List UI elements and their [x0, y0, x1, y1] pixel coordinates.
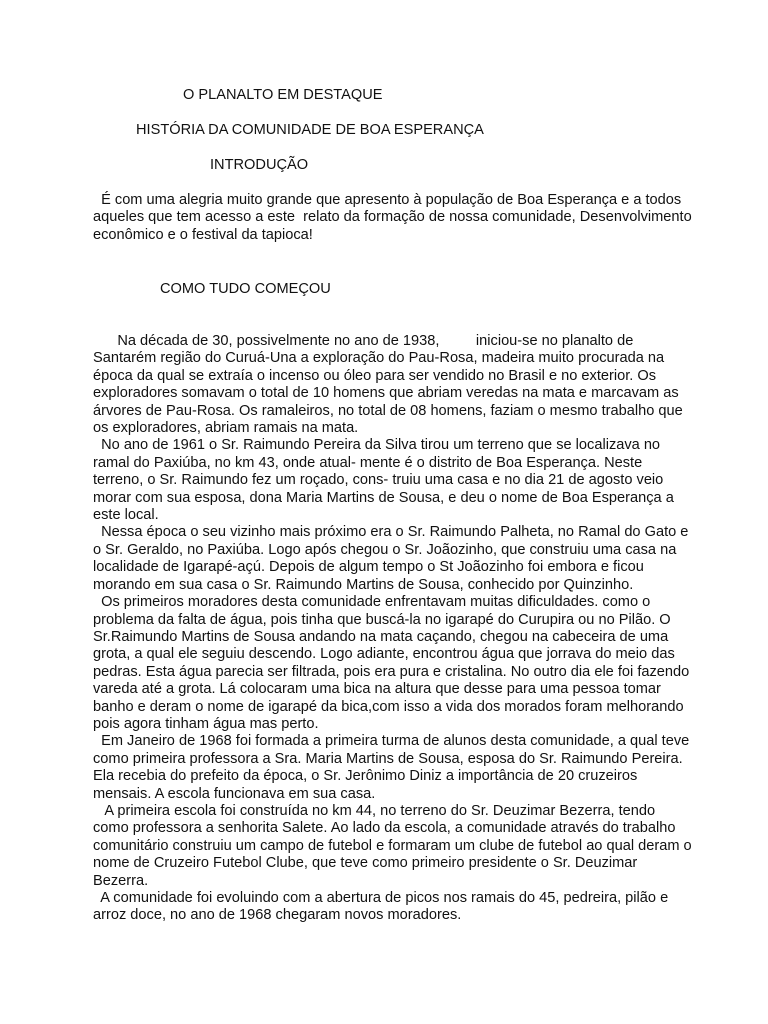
- body-line: morar com sua esposa, dona Maria Martins de Sousa, e deu o nome de Boa Esperança a: [93, 489, 674, 506]
- body-line: Sr.Raimundo Martins de Sousa andando na mata caçando, chegou na cabeceira de uma: [93, 628, 669, 645]
- body-line: grota, a qual ele seguiu descendo. Logo adiante, encontrou água que jorrava do meio das: [93, 646, 675, 663]
- body-line: A primeira escola foi construída no km 44, no terreno do Sr. Deuzimar Bezerra, tendo: [93, 802, 656, 819]
- body-line: exploradores somavam o total de 10 homens que abriam veredas na mata e marcavam as: [93, 385, 679, 402]
- section-heading-introduction: INTRODUÇÃO: [210, 157, 309, 173]
- introduction-paragraph: [93, 192, 693, 244]
- body-line: arroz doce, no ano de 1968 chegaram novos moradores.: [93, 907, 462, 924]
- body-line: comunitário construiu um campo de futebol e formaram um clube de futebol ao qual deram o: [93, 837, 692, 854]
- intro-line: econômico e o festival da tapioca!: [93, 226, 313, 243]
- body-line: banho e deram o nome de igarapé da bica,com isso a vida dos morados foram melhorando: [93, 698, 684, 715]
- body-line: Em Janeiro de 1968 foi formada a primeira turma de alunos desta comunidade, a qual teve: [93, 733, 690, 750]
- body-line: localidade de Igarapé-açú. Depois de algum tempo o St Joãozinho foi embora e ficou: [93, 559, 644, 576]
- body-line: A comunidade foi evoluindo com a abertura de picos nos ramais do 45, pedreira, pilão e: [93, 890, 669, 906]
- body-line: Nessa época o seu vizinho mais próximo era o Sr. Raimundo Palheta, no Ramal do Gato e: [93, 524, 689, 541]
- body-line: árvores de Pau-Rosa. Os ramaleiros, no total de 08 homens, faziam o mesmo trabalho que: [93, 402, 683, 419]
- body-line: problema da falta de água, pois tinha que buscá-la no igarapé do Curupira ou no Pilão. O: [93, 611, 671, 628]
- body-line: pedras. Esta água parecia ser filtrada, pois era pura e cristalina. No outro dia ele foi fazendo: [93, 663, 690, 680]
- body-line: vareda até a grota. Lá colocaram uma bica na altura que desse para uma pessoa tomar: [93, 681, 661, 698]
- section-heading-how-it-started: COMO TUDO COMEÇOU: [160, 281, 331, 297]
- body-line: Bezerra.: [93, 872, 149, 889]
- body-line: pois agora tinham água mas perto.: [93, 715, 319, 732]
- body-line: como primeira professora a Sra. Maria Martins de Sousa, esposa do Sr. Raimundo Pereira.: [93, 750, 683, 767]
- body-line: mensais. A escola funcionava em sua casa.: [93, 785, 376, 802]
- intro-line: aqueles que tem acesso a este relato da formação de nossa comunidade, Desenvolvimento: [93, 209, 692, 226]
- body-line: morando em sua casa o Sr. Raimundo Martins de Sousa, conhecido por Quinzinho.: [93, 576, 634, 593]
- body-line: como professora a senhorita Salete. Ao lado da escola, a comunidade através do trabalho: [93, 820, 676, 837]
- body-line: Santarém região do Curuá-Una a exploração do Pau-Rosa, madeira muito procurada na: [93, 350, 665, 367]
- intro-line: É com uma alegria muito grande que apresento à população de Boa Esperança e a todos: [93, 192, 682, 208]
- body-line: terreno, o Sr. Raimundo fez um roçado, cons- truiu uma casa e no dia 21 de agosto veio: [93, 472, 664, 489]
- history-body: [93, 333, 693, 925]
- document-subtitle: HISTÓRIA DA COMUNIDADE DE BOA ESPERANÇA: [136, 122, 484, 138]
- body-line: Os primeiros moradores desta comunidade enfrentavam muitas dificuldades. como o: [93, 594, 651, 611]
- body-line: ramal do Paxiúba, no km 43, onde atual- mente é o distrito de Boa Esperança. Neste: [93, 454, 643, 471]
- body-line: Ela recebia do prefeito da época, o Sr. Jerônimo Diniz a importância de 20 cruzeiros: [93, 768, 638, 785]
- body-line: nome de Cruzeiro Futebol Clube, que teve como primeiro presidente o Sr. Deuzimar: [93, 855, 638, 872]
- body-line: o Sr. Geraldo, no Paxiúba. Logo após chegou o Sr. Joãozinho, que construiu uma casa na: [93, 541, 677, 558]
- body-line: Na década de 30, possivelmente no ano de 1938, iniciou-se no planalto de: [93, 333, 634, 349]
- document-title: O PLANALTO EM DESTAQUE: [183, 87, 383, 103]
- body-line: os exploradores, abriam ramais na mata.: [93, 420, 359, 437]
- body-line: época da qual se extraía o incenso ou óleo para ser vendido no Brasil e no exterior. Os: [93, 367, 657, 384]
- body-line: No ano de 1961 o Sr. Raimundo Pereira da Silva tirou um terreno que se localizava no: [93, 437, 661, 454]
- body-line: este local.: [93, 507, 159, 524]
